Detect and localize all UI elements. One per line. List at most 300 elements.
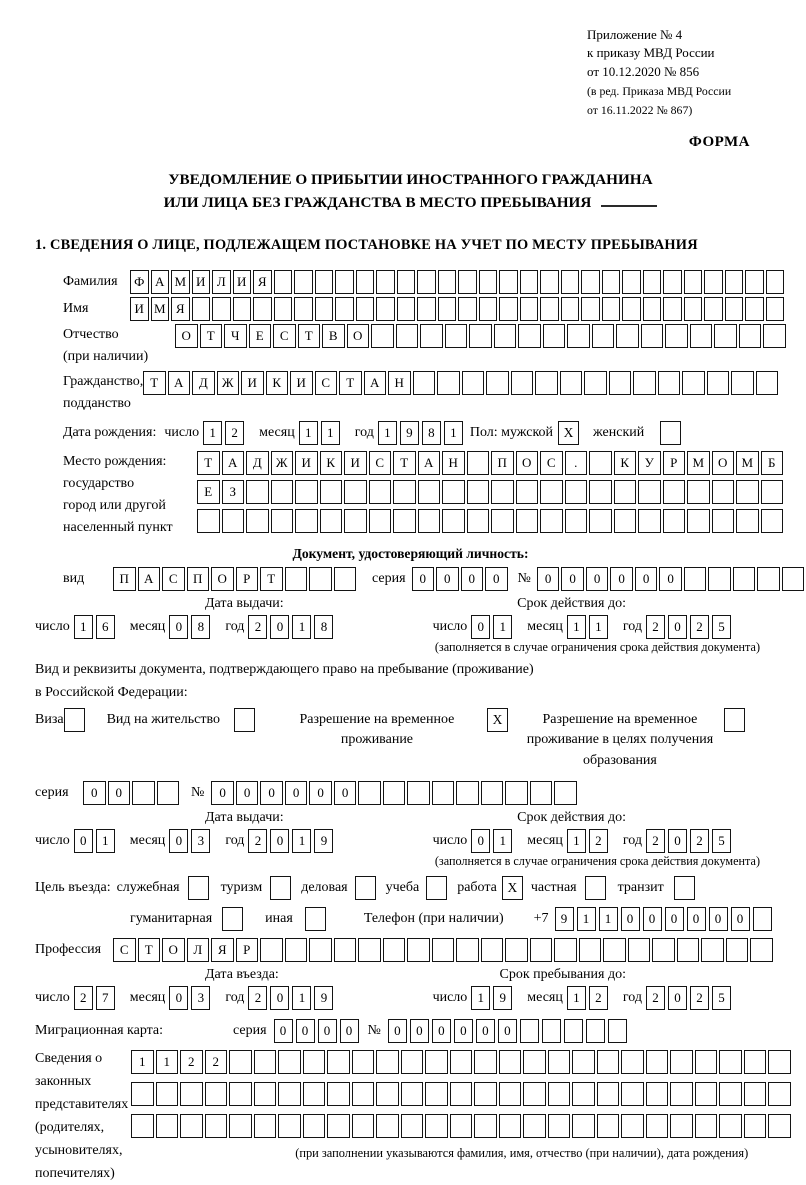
form-cell[interactable]: [499, 1114, 522, 1138]
form-cell[interactable]: 0: [296, 1019, 315, 1043]
form-cell[interactable]: 0: [537, 567, 560, 591]
form-cell[interactable]: 3: [191, 829, 210, 853]
form-cell[interactable]: 0: [471, 615, 490, 639]
form-cell[interactable]: [704, 297, 723, 321]
form-cell[interactable]: [744, 1082, 767, 1106]
form-cell[interactable]: [274, 270, 293, 294]
form-cell[interactable]: [602, 270, 621, 294]
form-cell[interactable]: [205, 1082, 228, 1106]
form-cell[interactable]: [229, 1050, 252, 1074]
form-cell[interactable]: [663, 270, 682, 294]
form-cell[interactable]: [157, 781, 180, 805]
form-cell[interactable]: 0: [659, 567, 682, 591]
form-cell[interactable]: С: [113, 938, 136, 962]
form-cell[interactable]: 9: [400, 421, 419, 445]
form-cell[interactable]: [458, 270, 477, 294]
form-cell[interactable]: [438, 297, 457, 321]
form-cell[interactable]: [383, 781, 406, 805]
form-cell[interactable]: [344, 509, 367, 533]
form-cell[interactable]: [707, 371, 730, 395]
form-cell[interactable]: [768, 1114, 791, 1138]
form-cell[interactable]: [505, 781, 528, 805]
form-cell[interactable]: [560, 371, 583, 395]
form-cell[interactable]: [393, 509, 416, 533]
form-cell[interactable]: И: [241, 371, 264, 395]
form-cell[interactable]: [708, 567, 731, 591]
form-cell[interactable]: А: [418, 451, 441, 475]
form-cell[interactable]: [450, 1050, 473, 1074]
form-cell[interactable]: [437, 371, 460, 395]
purpose-other-checkbox[interactable]: [305, 907, 326, 931]
form-cell[interactable]: Т: [197, 451, 220, 475]
form-cell[interactable]: [695, 1114, 718, 1138]
form-cell[interactable]: [690, 324, 713, 348]
form-cell[interactable]: [744, 1114, 767, 1138]
form-cell[interactable]: [621, 1082, 644, 1106]
form-cell[interactable]: И: [290, 371, 313, 395]
form-cell[interactable]: [561, 270, 580, 294]
form-cell[interactable]: П: [113, 567, 136, 591]
form-cell[interactable]: [572, 1050, 595, 1074]
form-cell[interactable]: [652, 938, 675, 962]
form-cell[interactable]: О: [347, 324, 370, 348]
form-cell[interactable]: [425, 1082, 448, 1106]
form-cell[interactable]: [736, 480, 759, 504]
purpose-commercial-checkbox[interactable]: [355, 876, 376, 900]
form-cell[interactable]: [589, 451, 612, 475]
form-cell[interactable]: [761, 480, 784, 504]
form-cell[interactable]: 0: [635, 567, 658, 591]
form-cell[interactable]: 0: [621, 907, 640, 931]
form-cell[interactable]: [481, 781, 504, 805]
form-cell[interactable]: 0: [169, 829, 188, 853]
form-cell[interactable]: [535, 371, 558, 395]
form-cell[interactable]: 1: [292, 615, 311, 639]
form-cell[interactable]: [205, 1114, 228, 1138]
form-cell[interactable]: [456, 938, 479, 962]
form-cell[interactable]: [670, 1082, 693, 1106]
form-cell[interactable]: 2: [690, 986, 709, 1010]
form-cell[interactable]: [376, 1114, 399, 1138]
form-cell[interactable]: [418, 480, 441, 504]
form-cell[interactable]: [548, 1082, 571, 1106]
form-cell[interactable]: [467, 451, 490, 475]
form-cell[interactable]: [736, 509, 759, 533]
form-cell[interactable]: 0: [169, 615, 188, 639]
form-cell[interactable]: [295, 509, 318, 533]
form-cell[interactable]: [356, 297, 375, 321]
form-cell[interactable]: 0: [108, 781, 131, 805]
form-cell[interactable]: С: [540, 451, 563, 475]
form-cell[interactable]: [371, 324, 394, 348]
form-cell[interactable]: 1: [567, 829, 586, 853]
form-cell[interactable]: [768, 1050, 791, 1074]
form-cell[interactable]: А: [151, 270, 170, 294]
form-cell[interactable]: [665, 324, 688, 348]
form-cell[interactable]: [295, 480, 318, 504]
form-cell[interactable]: [254, 1082, 277, 1106]
residence-permit-checkbox[interactable]: [234, 708, 255, 732]
form-cell[interactable]: 1: [74, 615, 93, 639]
form-cell[interactable]: [271, 509, 294, 533]
form-cell[interactable]: С: [369, 451, 392, 475]
form-cell[interactable]: 1: [589, 615, 608, 639]
form-cell[interactable]: [616, 324, 639, 348]
form-cell[interactable]: 1: [577, 907, 596, 931]
form-cell[interactable]: [315, 270, 334, 294]
form-cell[interactable]: [603, 938, 626, 962]
form-cell[interactable]: 2: [225, 421, 244, 445]
form-cell[interactable]: 0: [412, 567, 435, 591]
form-cell[interactable]: 1: [292, 986, 311, 1010]
form-cell[interactable]: [450, 1114, 473, 1138]
form-cell[interactable]: [768, 1082, 791, 1106]
form-cell[interactable]: [396, 324, 419, 348]
form-cell[interactable]: 0: [83, 781, 106, 805]
temp-residence-edu-checkbox[interactable]: [724, 708, 745, 732]
form-cell[interactable]: 1: [203, 421, 222, 445]
form-cell[interactable]: [520, 1019, 539, 1043]
form-cell[interactable]: [677, 938, 700, 962]
form-cell[interactable]: [621, 1114, 644, 1138]
form-cell[interactable]: [327, 1082, 350, 1106]
form-cell[interactable]: [628, 938, 651, 962]
form-cell[interactable]: [564, 1019, 583, 1043]
form-cell[interactable]: [621, 1050, 644, 1074]
form-cell[interactable]: 2: [646, 615, 665, 639]
form-cell[interactable]: [687, 480, 710, 504]
form-cell[interactable]: 1: [493, 829, 512, 853]
form-cell[interactable]: П: [187, 567, 210, 591]
form-cell[interactable]: 2: [589, 829, 608, 853]
form-cell[interactable]: [584, 371, 607, 395]
form-cell[interactable]: И: [295, 451, 318, 475]
form-cell[interactable]: [739, 324, 762, 348]
form-cell[interactable]: 0: [610, 567, 633, 591]
form-cell[interactable]: 0: [270, 986, 289, 1010]
form-cell[interactable]: [335, 297, 354, 321]
form-cell[interactable]: 8: [191, 615, 210, 639]
form-cell[interactable]: [222, 509, 245, 533]
form-cell[interactable]: 0: [340, 1019, 359, 1043]
form-cell[interactable]: 3: [191, 986, 210, 1010]
form-cell[interactable]: [260, 938, 283, 962]
form-cell[interactable]: 5: [712, 986, 731, 1010]
form-cell[interactable]: [530, 781, 553, 805]
form-cell[interactable]: [523, 1082, 546, 1106]
form-cell[interactable]: И: [192, 270, 211, 294]
form-cell[interactable]: [763, 324, 786, 348]
form-cell[interactable]: 0: [461, 567, 484, 591]
form-cell[interactable]: Р: [236, 938, 259, 962]
form-cell[interactable]: 1: [444, 421, 463, 445]
form-cell[interactable]: М: [171, 270, 190, 294]
form-cell[interactable]: [479, 270, 498, 294]
form-cell[interactable]: [733, 567, 756, 591]
form-cell[interactable]: 0: [285, 781, 308, 805]
form-cell[interactable]: [725, 297, 744, 321]
form-cell[interactable]: 0: [498, 1019, 517, 1043]
form-cell[interactable]: [543, 324, 566, 348]
form-cell[interactable]: [131, 1082, 154, 1106]
form-cell[interactable]: 2: [74, 986, 93, 1010]
form-cell[interactable]: 0: [236, 781, 259, 805]
form-cell[interactable]: [462, 371, 485, 395]
form-cell[interactable]: [589, 480, 612, 504]
form-cell[interactable]: Н: [388, 371, 411, 395]
form-cell[interactable]: [156, 1082, 179, 1106]
form-cell[interactable]: Р: [663, 451, 686, 475]
form-cell[interactable]: [131, 1114, 154, 1138]
form-cell[interactable]: 0: [74, 829, 93, 853]
form-cell[interactable]: [156, 1114, 179, 1138]
form-cell[interactable]: Ч: [224, 324, 247, 348]
form-cell[interactable]: 0: [334, 781, 357, 805]
form-cell[interactable]: .: [565, 451, 588, 475]
purpose-study-checkbox[interactable]: [426, 876, 447, 900]
form-cell[interactable]: [684, 297, 703, 321]
form-cell[interactable]: [592, 324, 615, 348]
form-cell[interactable]: [432, 781, 455, 805]
form-cell[interactable]: [294, 297, 313, 321]
form-cell[interactable]: С: [162, 567, 185, 591]
form-cell[interactable]: [682, 371, 705, 395]
form-cell[interactable]: [719, 1114, 742, 1138]
form-cell[interactable]: [726, 938, 749, 962]
form-cell[interactable]: 0: [388, 1019, 407, 1043]
form-cell[interactable]: Я: [171, 297, 190, 321]
form-cell[interactable]: [499, 270, 518, 294]
form-cell[interactable]: [499, 1082, 522, 1106]
form-cell[interactable]: [376, 1050, 399, 1074]
form-cell[interactable]: [614, 480, 637, 504]
form-cell[interactable]: 6: [96, 615, 115, 639]
form-cell[interactable]: [540, 509, 563, 533]
form-cell[interactable]: 1: [599, 907, 618, 931]
form-cell[interactable]: 2: [690, 615, 709, 639]
form-cell[interactable]: [229, 1114, 252, 1138]
form-cell[interactable]: [458, 297, 477, 321]
form-cell[interactable]: [246, 509, 269, 533]
form-cell[interactable]: [335, 270, 354, 294]
purpose-work-checkbox[interactable]: X: [502, 876, 523, 900]
form-cell[interactable]: 1: [567, 986, 586, 1010]
form-cell[interactable]: 8: [314, 615, 333, 639]
form-cell[interactable]: [320, 480, 343, 504]
form-cell[interactable]: [309, 567, 332, 591]
form-cell[interactable]: [581, 297, 600, 321]
form-cell[interactable]: 2: [248, 615, 267, 639]
form-cell[interactable]: Д: [246, 451, 269, 475]
form-cell[interactable]: Б: [761, 451, 784, 475]
purpose-private-checkbox[interactable]: [585, 876, 606, 900]
form-cell[interactable]: [197, 509, 220, 533]
form-cell[interactable]: И: [233, 270, 252, 294]
form-cell[interactable]: Т: [143, 371, 166, 395]
form-cell[interactable]: [663, 509, 686, 533]
form-cell[interactable]: 0: [454, 1019, 473, 1043]
form-cell[interactable]: [401, 1114, 424, 1138]
form-cell[interactable]: 0: [270, 615, 289, 639]
form-cell[interactable]: [474, 1114, 497, 1138]
form-cell[interactable]: 0: [668, 986, 687, 1010]
form-cell[interactable]: 0: [643, 907, 662, 931]
form-cell[interactable]: [756, 371, 779, 395]
form-cell[interactable]: [581, 270, 600, 294]
form-cell[interactable]: [499, 297, 518, 321]
form-cell[interactable]: [469, 324, 492, 348]
form-cell[interactable]: [719, 1050, 742, 1074]
form-cell[interactable]: 0: [432, 1019, 451, 1043]
form-cell[interactable]: Т: [339, 371, 362, 395]
form-cell[interactable]: 2: [248, 829, 267, 853]
form-cell[interactable]: 0: [169, 986, 188, 1010]
form-cell[interactable]: Ж: [271, 451, 294, 475]
temp-residence-checkbox[interactable]: X: [487, 708, 508, 732]
form-cell[interactable]: [589, 509, 612, 533]
form-cell[interactable]: [684, 270, 703, 294]
form-cell[interactable]: [425, 1114, 448, 1138]
form-cell[interactable]: [554, 781, 577, 805]
form-cell[interactable]: [474, 1082, 497, 1106]
form-cell[interactable]: О: [211, 567, 234, 591]
form-cell[interactable]: 2: [646, 829, 665, 853]
form-cell[interactable]: [663, 297, 682, 321]
form-cell[interactable]: [567, 324, 590, 348]
form-cell[interactable]: [315, 297, 334, 321]
form-cell[interactable]: [670, 1114, 693, 1138]
form-cell[interactable]: [486, 371, 509, 395]
form-cell[interactable]: 1: [471, 986, 490, 1010]
form-cell[interactable]: [212, 297, 231, 321]
form-cell[interactable]: 0: [410, 1019, 429, 1043]
form-cell[interactable]: [516, 480, 539, 504]
form-cell[interactable]: [376, 270, 395, 294]
form-cell[interactable]: А: [222, 451, 245, 475]
form-cell[interactable]: [294, 270, 313, 294]
form-cell[interactable]: 2: [646, 986, 665, 1010]
form-cell[interactable]: [646, 1114, 669, 1138]
form-cell[interactable]: [491, 480, 514, 504]
form-cell[interactable]: [523, 1114, 546, 1138]
form-cell[interactable]: [418, 509, 441, 533]
form-cell[interactable]: [352, 1050, 375, 1074]
form-cell[interactable]: [358, 938, 381, 962]
form-cell[interactable]: [229, 1082, 252, 1106]
form-cell[interactable]: [712, 480, 735, 504]
form-cell[interactable]: 0: [665, 907, 684, 931]
form-cell[interactable]: Ж: [217, 371, 240, 395]
form-cell[interactable]: [369, 480, 392, 504]
form-cell[interactable]: 5: [712, 615, 731, 639]
form-cell[interactable]: [132, 781, 155, 805]
form-cell[interactable]: М: [687, 451, 710, 475]
form-cell[interactable]: [695, 1050, 718, 1074]
form-cell[interactable]: Н: [442, 451, 465, 475]
form-cell[interactable]: [246, 480, 269, 504]
form-cell[interactable]: Я: [253, 270, 272, 294]
form-cell[interactable]: Т: [138, 938, 161, 962]
form-cell[interactable]: [586, 1019, 605, 1043]
form-cell[interactable]: [180, 1082, 203, 1106]
visa-checkbox[interactable]: [64, 708, 85, 732]
form-cell[interactable]: [646, 1082, 669, 1106]
form-cell[interactable]: [745, 297, 764, 321]
form-cell[interactable]: 9: [493, 986, 512, 1010]
form-cell[interactable]: [303, 1050, 326, 1074]
form-cell[interactable]: [753, 907, 772, 931]
form-cell[interactable]: 1: [299, 421, 318, 445]
form-cell[interactable]: [725, 270, 744, 294]
form-cell[interactable]: П: [491, 451, 514, 475]
form-cell[interactable]: [467, 509, 490, 533]
form-cell[interactable]: [481, 938, 504, 962]
form-cell[interactable]: [579, 938, 602, 962]
sex-male-checkbox[interactable]: X: [558, 421, 579, 445]
form-cell[interactable]: [499, 1050, 522, 1074]
form-cell[interactable]: 1: [131, 1050, 154, 1074]
form-cell[interactable]: [614, 509, 637, 533]
form-cell[interactable]: [334, 567, 357, 591]
form-cell[interactable]: 2: [248, 986, 267, 1010]
form-cell[interactable]: [731, 371, 754, 395]
form-cell[interactable]: [643, 297, 662, 321]
form-cell[interactable]: [432, 938, 455, 962]
form-cell[interactable]: [516, 509, 539, 533]
form-cell[interactable]: [456, 781, 479, 805]
form-cell[interactable]: 9: [314, 829, 333, 853]
form-cell[interactable]: [413, 371, 436, 395]
form-cell[interactable]: 0: [318, 1019, 337, 1043]
form-cell[interactable]: [303, 1114, 326, 1138]
form-cell[interactable]: Е: [197, 480, 220, 504]
form-cell[interactable]: У: [638, 451, 661, 475]
form-cell[interactable]: М: [151, 297, 170, 321]
form-cell[interactable]: [479, 297, 498, 321]
form-cell[interactable]: [383, 938, 406, 962]
form-cell[interactable]: [450, 1082, 473, 1106]
form-cell[interactable]: 0: [436, 567, 459, 591]
form-cell[interactable]: [561, 297, 580, 321]
form-cell[interactable]: Л: [212, 270, 231, 294]
form-cell[interactable]: О: [712, 451, 735, 475]
form-cell[interactable]: [523, 1050, 546, 1074]
form-cell[interactable]: 1: [493, 615, 512, 639]
form-cell[interactable]: [425, 1050, 448, 1074]
form-cell[interactable]: З: [222, 480, 245, 504]
form-cell[interactable]: [609, 371, 632, 395]
form-cell[interactable]: 0: [687, 907, 706, 931]
form-cell[interactable]: Т: [200, 324, 223, 348]
form-cell[interactable]: [766, 270, 785, 294]
form-cell[interactable]: [393, 480, 416, 504]
form-cell[interactable]: [445, 324, 468, 348]
form-cell[interactable]: 2: [589, 986, 608, 1010]
form-cell[interactable]: [548, 1114, 571, 1138]
form-cell[interactable]: 0: [309, 781, 332, 805]
form-cell[interactable]: 1: [567, 615, 586, 639]
form-cell[interactable]: 1: [321, 421, 340, 445]
form-cell[interactable]: А: [138, 567, 161, 591]
form-cell[interactable]: [572, 1114, 595, 1138]
form-cell[interactable]: 2: [180, 1050, 203, 1074]
form-cell[interactable]: [542, 1019, 561, 1043]
form-cell[interactable]: 7: [96, 986, 115, 1010]
form-cell[interactable]: И: [130, 297, 149, 321]
form-cell[interactable]: 8: [422, 421, 441, 445]
form-cell[interactable]: К: [266, 371, 289, 395]
form-cell[interactable]: В: [322, 324, 345, 348]
